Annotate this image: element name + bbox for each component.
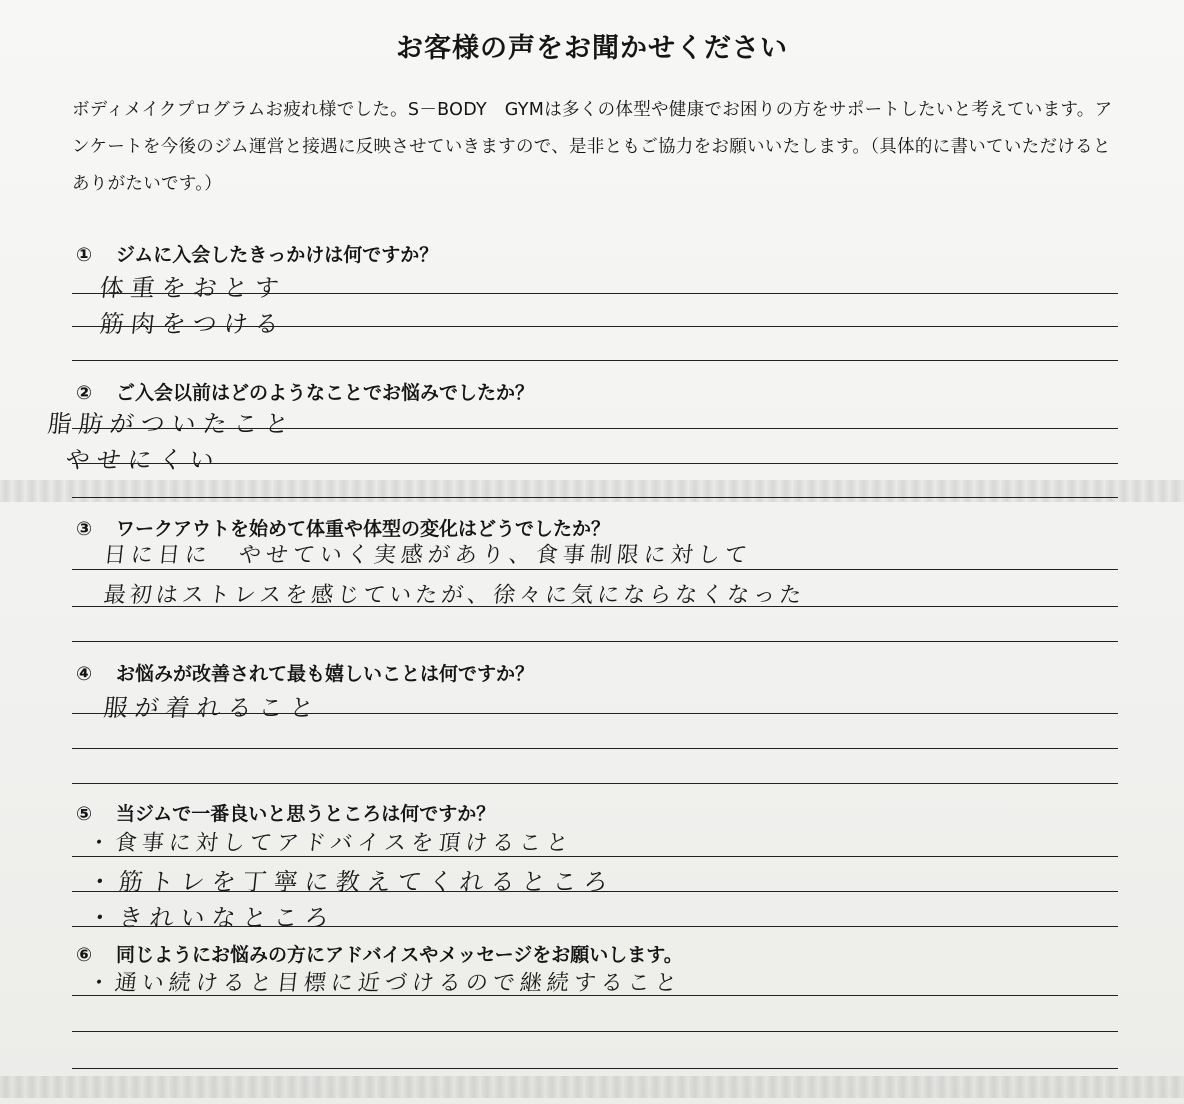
answer-line [72, 606, 1118, 607]
answer-line [72, 326, 1118, 327]
answer-line [72, 713, 1118, 714]
question-number: ② [76, 382, 93, 404]
answer-line [72, 428, 1118, 429]
answer-1-line-2: 筋肉をつける [98, 310, 288, 338]
question-text: ワークアウトを始めて体重や体型の変化はどうでしたか？ [116, 518, 611, 540]
answer-4-line-1: 服が着れること [102, 694, 323, 722]
question-text: ご入会以前はどのようなことでお悩みでしたか？ [116, 382, 535, 404]
question-5 [76, 799, 495, 826]
answer-line [72, 293, 1118, 294]
question-text: お悩みが改善されて最も嬉しいことは何ですか？ [116, 663, 535, 685]
question-text: 同じようにお悩みの方にアドバイスやメッセージをお願いします。 [116, 944, 683, 966]
question-2 [76, 378, 534, 405]
answer-line [72, 891, 1118, 892]
answer-line [72, 748, 1118, 749]
answer-line [72, 360, 1118, 361]
answer-1-line-1: 体重をおとす [98, 274, 288, 302]
answer-line [72, 856, 1118, 857]
answer-line [72, 1031, 1118, 1032]
paper-fold-shadow [0, 480, 1184, 502]
question-number: ③ [76, 518, 93, 540]
answer-line [72, 783, 1118, 784]
answer-2-line-1: 脂肪がついたこと [46, 410, 298, 438]
answer-3-line-2: 最初はストレスを感じていたが、徐々に気にならなくなった [102, 583, 807, 608]
question-3 [76, 514, 610, 541]
paper-fold-shadow [0, 1076, 1184, 1098]
answer-line [72, 463, 1118, 464]
survey-title: お客様の声をお聞かせください [396, 33, 788, 64]
question-4 [76, 659, 534, 686]
answer-3-line-1: 日に日に やせていく実感があり、食事制限に対して [102, 543, 754, 568]
answer-5-line-2: ・筋トレを丁寧に教えてくれるところ [86, 868, 617, 896]
question-number: ④ [76, 663, 93, 685]
question-1 [76, 240, 438, 267]
answer-line [72, 497, 1118, 498]
answer-line [72, 641, 1118, 642]
question-number: ⑥ [76, 944, 93, 966]
question-text: 当ジムで一番良いと思うところは何ですか？ [116, 803, 496, 825]
answer-line [72, 569, 1118, 570]
answer-2-line-2: やせにくい [64, 446, 223, 474]
question-6 [76, 940, 683, 967]
question-number: ① [76, 244, 93, 266]
answer-5-line-1: ・食事に対してアドバイスを頂けること [86, 831, 575, 856]
question-number: ⑤ [76, 803, 93, 825]
answer-6-line-1: ・通い続けると目標に近づけるので継続すること [86, 971, 684, 996]
answer-line [72, 1068, 1118, 1069]
intro-text: ボディメイクプログラムお疲れ様でした。S－BODY GYMは多くの体型や健康でお困りの方をサポートしたいと考えています。アンケートを今後のジム運営と接遇に反映させていきますので、是非ともご協力をお願いいたします。（具体的に書いていただけるとありがたいです。） [72, 100, 1113, 194]
question-text: ジムに入会したきっかけは何ですか？ [116, 244, 439, 266]
answer-line [72, 926, 1118, 927]
answer-line [72, 995, 1118, 996]
answer-5-line-3: ・きれいなところ [86, 904, 338, 932]
